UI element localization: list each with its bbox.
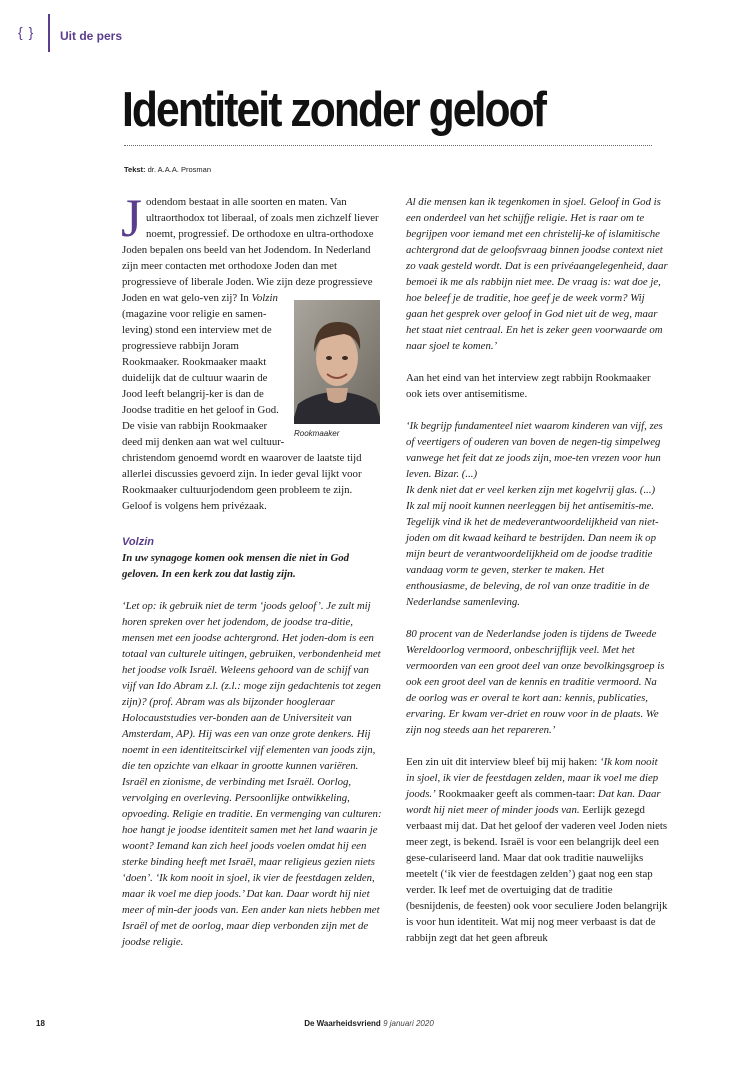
interview-answer-1: ‘Let op: ik gebruik niet de term ‘joods geloof’. Je zult mij horen spreken over het jodendom, de joodse tra-ditie, mensen met een joodse achtergrond. Het joden-dom is een totaal van culturele uitingen, gebruiken, verbondenheid met het joodse volk Israël. Weleens gehoord van de schijf van vijf van Ido Abram z.l. (z.l.: moge zijn gedachtenis tot zegen zijn)? (prof. Abram was als bijzonder hoogleraar Holocauststudies ver-bonden aan de Universiteit van Amsterdam, AP). Hij was een van onze grote denkers. Hij noemt in een identiteitscirkel vijf elementen van joods zijn, die ten opzichte van elkaar in grootte kunnen variëren. Israël en zionisme, de verbinding met Israël. Oorlog, vervolging en overleving. Persoonlijke ontwikkeling, opvoeding. Religie en traditie. En vermenging van culturen: hoe hangt je joodse identiteit samen met het land waarin je woont? Iemand kan zich heel joods voelen omdat hij een sterke binding heeft met Israël, maar religieus gezien niets ‘doen’. ‘Ik kom nooit in sjoel, ik vier de feestdagen zelden, maar ik voel me diep joods.’ Dat kan. Daar wordt hij niet meer of min-der joods van. Een ander kan niets hebben met Israël of met de oorlog, maar diep verbonden zijn met de joodse religie. xyxy=(122,600,382,948)
title-dotted-rule xyxy=(124,145,652,146)
interview-question: In uw synagoge komen ook mensen die niet in God geloven. In een kerk zou dat lastig zijn. xyxy=(122,552,350,580)
page-number: 18 xyxy=(36,1019,45,1028)
closing-text-b: Rookmaaker geeft als commen-taar: xyxy=(435,788,598,800)
subhead-volzin: Volzin xyxy=(122,536,154,548)
intro-text-b: (magazine voor religie en samen-leving) stond een interview met de progressieve rabbijn Joram Rookmaaker. Rookmaaker maakt duidelijk dat de cultuur waarin de Jood leeft belangrij-ker is dan de Joodse traditie en het geloof in God. De visie van rabbijn Rookmaaker deed mij denken aan wat wel cultuur-christendom genoemd wordt en waarover de laatste tijd allerlei discussies gevoerd zijn. In ieder geval lijkt voor Rookmaaker cultuurjodendom geen probleem te zijn. Geloof is volgens hem privézaak. xyxy=(122,308,362,512)
quote-war: 80 procent van de Nederlandse joden is tijdens de Tweede Wereldoorlog vermoord, onbeschrijflijk veel. Met het vermoorden van een groot deel van onze bevolkingsgroep is ook een groot deel van de kennis en traditie vermoord. Na de oorlog was er overal te kort aan: kennis, publicaties, ervaring. Er kwam ver-driet en rouw voor in de plaats. We zijn nog steeds aan het repareren.’ xyxy=(406,628,665,736)
quote-antisemitism-2: Ik denk niet dat er veel kerken zijn met kogelvrij glas. (...) xyxy=(406,484,656,496)
intro-text-a: odendom bestaat in alle soorten en maten. Van ultraorthodox tot liberaal, of zoals men zichzelf liever noemt, progressief. De orthodoxe en ultra-orthodoxe Joden bepalen ons beeld van het Jodendom. In Nederland zijn meer contacten met orthodoxe Joden dan met progressieve of liberale Joden. Wie zijn deze progressieve Joden en wat gelo-ven zij? In xyxy=(122,196,379,304)
quote-antisemitism-1: ‘Ik begrijp fundamenteel niet waarom kinderen van vijf, zes of veertigers of ouderen van boven de negen-tig simpelweg vanwege het feit dat ze joods zijn, moe-ten vrezen voor hun leven. Bizar. (...) xyxy=(406,420,663,480)
publication-date: 9 januari 2020 xyxy=(383,1019,434,1028)
closing-quote-2: Dat kan. Daar wordt hij niet meer of minder joods van. xyxy=(406,788,661,816)
closing-text-c: Eerlijk gezegd verbaast mij dat. Dat het geloof der vaderen veel Joden niets meer zegt, is bekend. Israël is voor een belangrijk deel een gese-culariseerd land. Maar dat ook traditie nauwelijks meetelt (‘ik vier de feestdagen zelden’) gaat nog een stap verder. Ik leef met de overtuiging dat de traditie (besnijdenis, de feesten) ook voor seculiere Joden belangrijk is voor hun identiteit. Wat mij nog meer verbaast is dat de rabbijn zegt dat het geen afbreuk xyxy=(406,804,668,944)
publication-name: De Waarheidsvriend xyxy=(304,1019,381,1028)
closing-paragraph xyxy=(406,754,668,946)
closing-quote: ‘Ik kom nooit in sjoel, ik vier de feestdagen zelden, maar ik voel me diep joods.’ xyxy=(406,756,659,800)
byline-author: dr. A.A.A. Prosman xyxy=(147,165,212,174)
closing-text-a: Een zin uit dit interview bleef bij mij haken: xyxy=(406,756,600,768)
photo-figure xyxy=(294,300,384,439)
rookmaaker-photo xyxy=(294,300,380,424)
footer-publication xyxy=(0,1019,738,1028)
column-right xyxy=(406,194,668,946)
quote-antisemitism-3: Ik zal mij nooit kunnen neerleggen bij het antisemitis-me. Tegelijk vind ik het de medeverantwoordelijkheid van niet-joden om dit kwaad keihard te bestrijden. Dan neem ik op mijn beurt de verantwoordelijkheid om de joodse traditie vandaag vorm te geven, sterker te maken. Het enthousiasme, de beleving, de rol van onze traditie in de Nederlandse samenleving. xyxy=(406,500,659,608)
intro-paragraph xyxy=(121,188,384,514)
header-divider xyxy=(48,14,50,52)
section-brace-logo: { } xyxy=(18,24,35,40)
drop-cap: J xyxy=(121,188,143,248)
article-title: Identiteit zonder geloof xyxy=(122,83,545,137)
intro-magazine: Volzin xyxy=(251,292,278,304)
bridge-paragraph: Aan het eind van het interview zegt rabbijn Rookmaaker ook iets over antisemitisme. xyxy=(406,372,651,400)
byline xyxy=(124,165,211,174)
photo-caption: Rookmaaker xyxy=(294,429,340,438)
interview-answer-2: Al die mensen kan ik tegenkomen in sjoel. Geloof in God is een onderdeel van het schijfje religie. Het is raar om te begrijpen voor iemand met een christelij-ke of islamitische achtergrond dat de geloofsvraag binnen joodse context niet zo vaak gesteld wordt. Dat is een privéaangelegenheid, daar bemoei ik me als rabbijn niet mee. De vraag is: wat doe je, hoe beleef je de traditie, hoe geef je de week vorm? Wij gaan het gesprek over geloof in God niet uit de weg, maar het staat niet centraal. En het is zeker geen voorwaarde om naar sjoel te komen.’ xyxy=(406,196,668,352)
section-label: Uit de pers xyxy=(60,29,123,43)
byline-label: Tekst: xyxy=(124,165,146,174)
column-left xyxy=(121,188,384,950)
